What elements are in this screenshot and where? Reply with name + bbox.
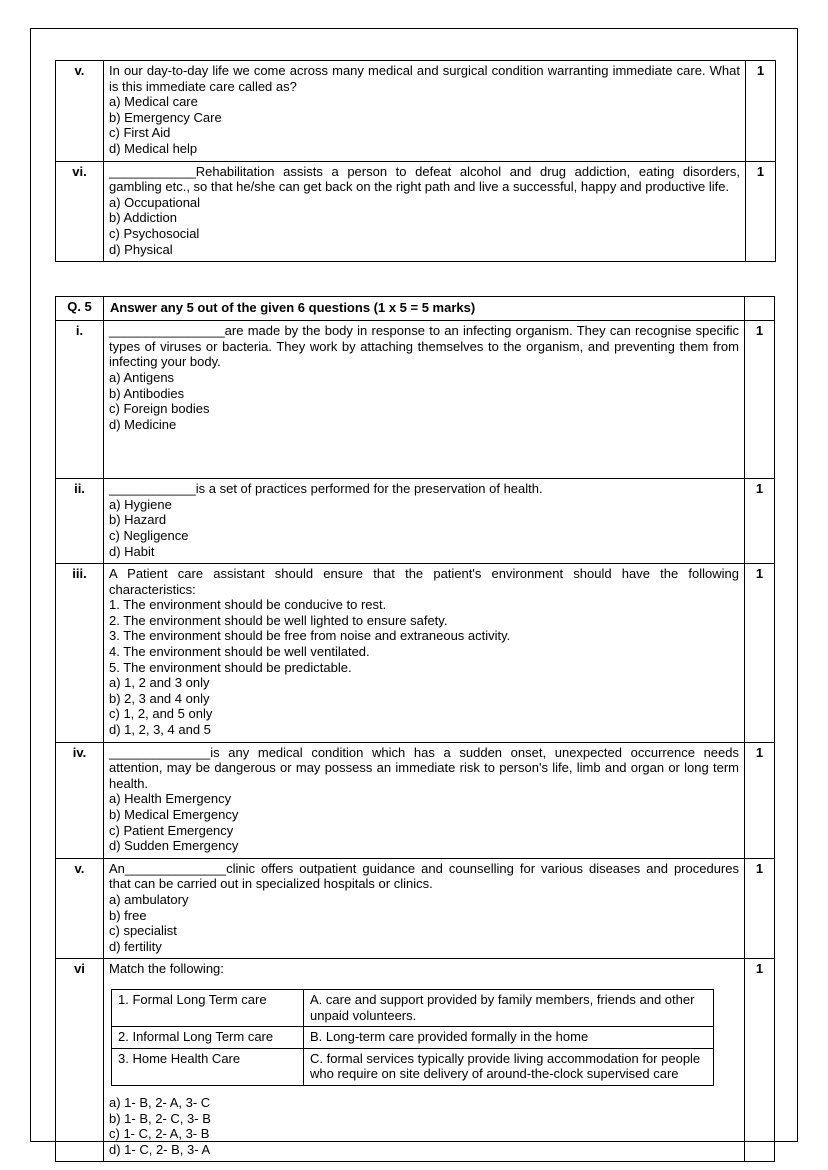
question-line: ______________is any medical condition which has a sudden onset, unexpected occurrence needs attention, may be dangerous or may possess an immediate risk to person's life, limb and organ or long term health. [109, 744, 739, 791]
match-left: 3. Home Health Care [112, 1048, 304, 1085]
question-line: b) Medical Emergency [109, 807, 239, 822]
question-lines [109, 481, 739, 559]
question-line: a) ambulatory [109, 891, 189, 907]
marks-cell: 1 [745, 742, 775, 858]
question-body [104, 61, 746, 162]
question-line: 5. The environment should be predictable. [109, 659, 352, 675]
question-line: c) 1- C, 2- A, 3- B [109, 1126, 210, 1142]
question-number: ii. [56, 479, 104, 564]
question-number: iii. [56, 564, 104, 743]
question-line: An______________clinic offers outpatient guidance and counselling for various diseases and procedures that can be carried out in specialized hospitals or clinics. [109, 860, 739, 892]
match-options [109, 1095, 739, 1157]
question-line: 2. The environment should be well lighted to ensure safety. [109, 612, 448, 628]
question-body [104, 959, 745, 1162]
question-line: a) 1, 2 and 3 only [109, 675, 210, 691]
marks-cell: 1 [745, 479, 775, 564]
question-row-i [56, 321, 775, 479]
question-line: d) Medicine [109, 416, 177, 432]
question-line: ____________is a set of practices performed for the preservation of health. [109, 481, 543, 497]
question-line: c) 1, 2, and 5 only [109, 706, 213, 722]
question-body [104, 479, 745, 564]
question-line: b) 1- B, 2- C, 3- B [109, 1110, 211, 1126]
question-line: c) specialist [109, 923, 177, 939]
marks-cell: 1 [745, 564, 775, 743]
marks-cell: 1 [746, 161, 776, 262]
question-line: b) Emergency Care [109, 109, 222, 125]
question-number: vi [56, 959, 104, 1162]
question-body [104, 321, 745, 479]
question-line: b) free [109, 907, 147, 923]
match-right: A. care and support provided by family members, friends and other unpaid volunteers. [304, 989, 714, 1026]
question-body [104, 564, 745, 743]
question-line: a) Health Emergency [109, 791, 232, 807]
question-number: vi. [56, 161, 104, 262]
question-number: v. [56, 61, 104, 162]
question-line: a) 1- B, 2- A, 3- C [109, 1094, 211, 1110]
match-table [111, 989, 714, 1086]
match-row [112, 989, 714, 1026]
question-line: A Patient care assistant should ensure that the patient's environment should have the following characteristics: [109, 566, 739, 597]
match-row [112, 1048, 714, 1085]
marks-cell: 1 [745, 321, 775, 479]
marks-cell: 1 [746, 61, 776, 162]
match-left: 1. Formal Long Term care [112, 989, 304, 1026]
question-line: 1. The environment should be conducive to rest. [109, 597, 387, 613]
question-row-vi [56, 161, 776, 262]
match-right: B. Long-term care provided formally in the home [304, 1027, 714, 1049]
question-number: iv. [56, 742, 104, 858]
question-lines [109, 63, 740, 157]
match-right: C. formal services typically provide living accommodation for people who require on site delivery of around-the-clock supervised care [304, 1048, 714, 1085]
marks-cell: 1 [745, 959, 775, 1162]
question-line: ____________Rehabilitation assists a person to defeat alcohol and drug addiction, eating disorders, gambling etc., so that he/she can get back on the right path and live a successful, happy and productive life. [109, 163, 740, 195]
question-row-ii [56, 479, 775, 564]
question-lines [109, 566, 739, 738]
question-body [104, 858, 745, 959]
question-line: c) First Aid [109, 125, 171, 141]
question-line: d) Medical help [109, 140, 198, 156]
question-lines [109, 323, 739, 432]
question-line: c) Negligence [109, 527, 189, 543]
question-table-continued [55, 60, 776, 262]
question-line: a) Occupational [109, 194, 201, 210]
question-line: c) Foreign bodies [109, 401, 210, 417]
question-line: b) Addiction [109, 210, 177, 226]
question-number: v. [56, 858, 104, 959]
match-intro: Match the following: [109, 961, 224, 977]
question-row-vi-match [56, 959, 775, 1162]
section-header-row [56, 297, 775, 321]
section-number: Q. 5 [56, 297, 104, 321]
question-line: d) fertility [109, 938, 162, 954]
page-border-frame [30, 28, 798, 1157]
question-line: d) 1- C, 2- B, 3- A [109, 1141, 211, 1157]
question-line: d) 1, 2, 3, 4 and 5 [109, 722, 211, 738]
match-left: 2. Informal Long Term care [112, 1027, 304, 1049]
question-line: In our day-to-day life we come across many medical and surgical condition warranting immediate care. What is this immediate care called as? [109, 63, 740, 94]
section-header-text: Answer any 5 out of the given 6 questions (1 x 5 = 5 marks) [104, 297, 745, 321]
question-table-q5 [55, 296, 775, 1162]
question-line: c) Psychosocial [109, 225, 200, 241]
question-row-iv [56, 742, 775, 858]
question-row-iii [56, 564, 775, 743]
question-line: b) 2, 3 and 4 only [109, 690, 210, 706]
match-row [112, 1027, 714, 1049]
question-line: d) Sudden Emergency [109, 838, 239, 854]
question-line: c) Patient Emergency [109, 822, 234, 838]
question-line: a) Hygiene [109, 496, 172, 512]
question-line: a) Antigens [109, 369, 175, 385]
question-lines [109, 164, 740, 258]
question-line: a) Medical care [109, 94, 198, 110]
question-number: i. [56, 321, 104, 479]
question-line: d) Physical [109, 241, 173, 257]
question-lines [109, 861, 739, 955]
question-row-v [56, 858, 775, 959]
question-line: 4. The environment should be well ventilated. [109, 644, 370, 660]
marks-cell: 1 [745, 858, 775, 959]
question-body [104, 161, 746, 262]
question-body [104, 742, 745, 858]
question-line: b) Antibodies [109, 385, 185, 401]
question-line: d) Habit [109, 543, 155, 559]
question-row-v [56, 61, 776, 162]
marks-cell [745, 297, 775, 321]
question-line: b) Hazard [109, 512, 167, 528]
question-line: 3. The environment should be free from noise and extraneous activity. [109, 628, 511, 644]
question-line: ________________are made by the body in response to an infecting organism. They can recognise specific types of viruses or bacteria. They work by attaching themselves to the organism, and preventing them from infecting your body. [109, 323, 739, 370]
question-lines [109, 745, 739, 854]
